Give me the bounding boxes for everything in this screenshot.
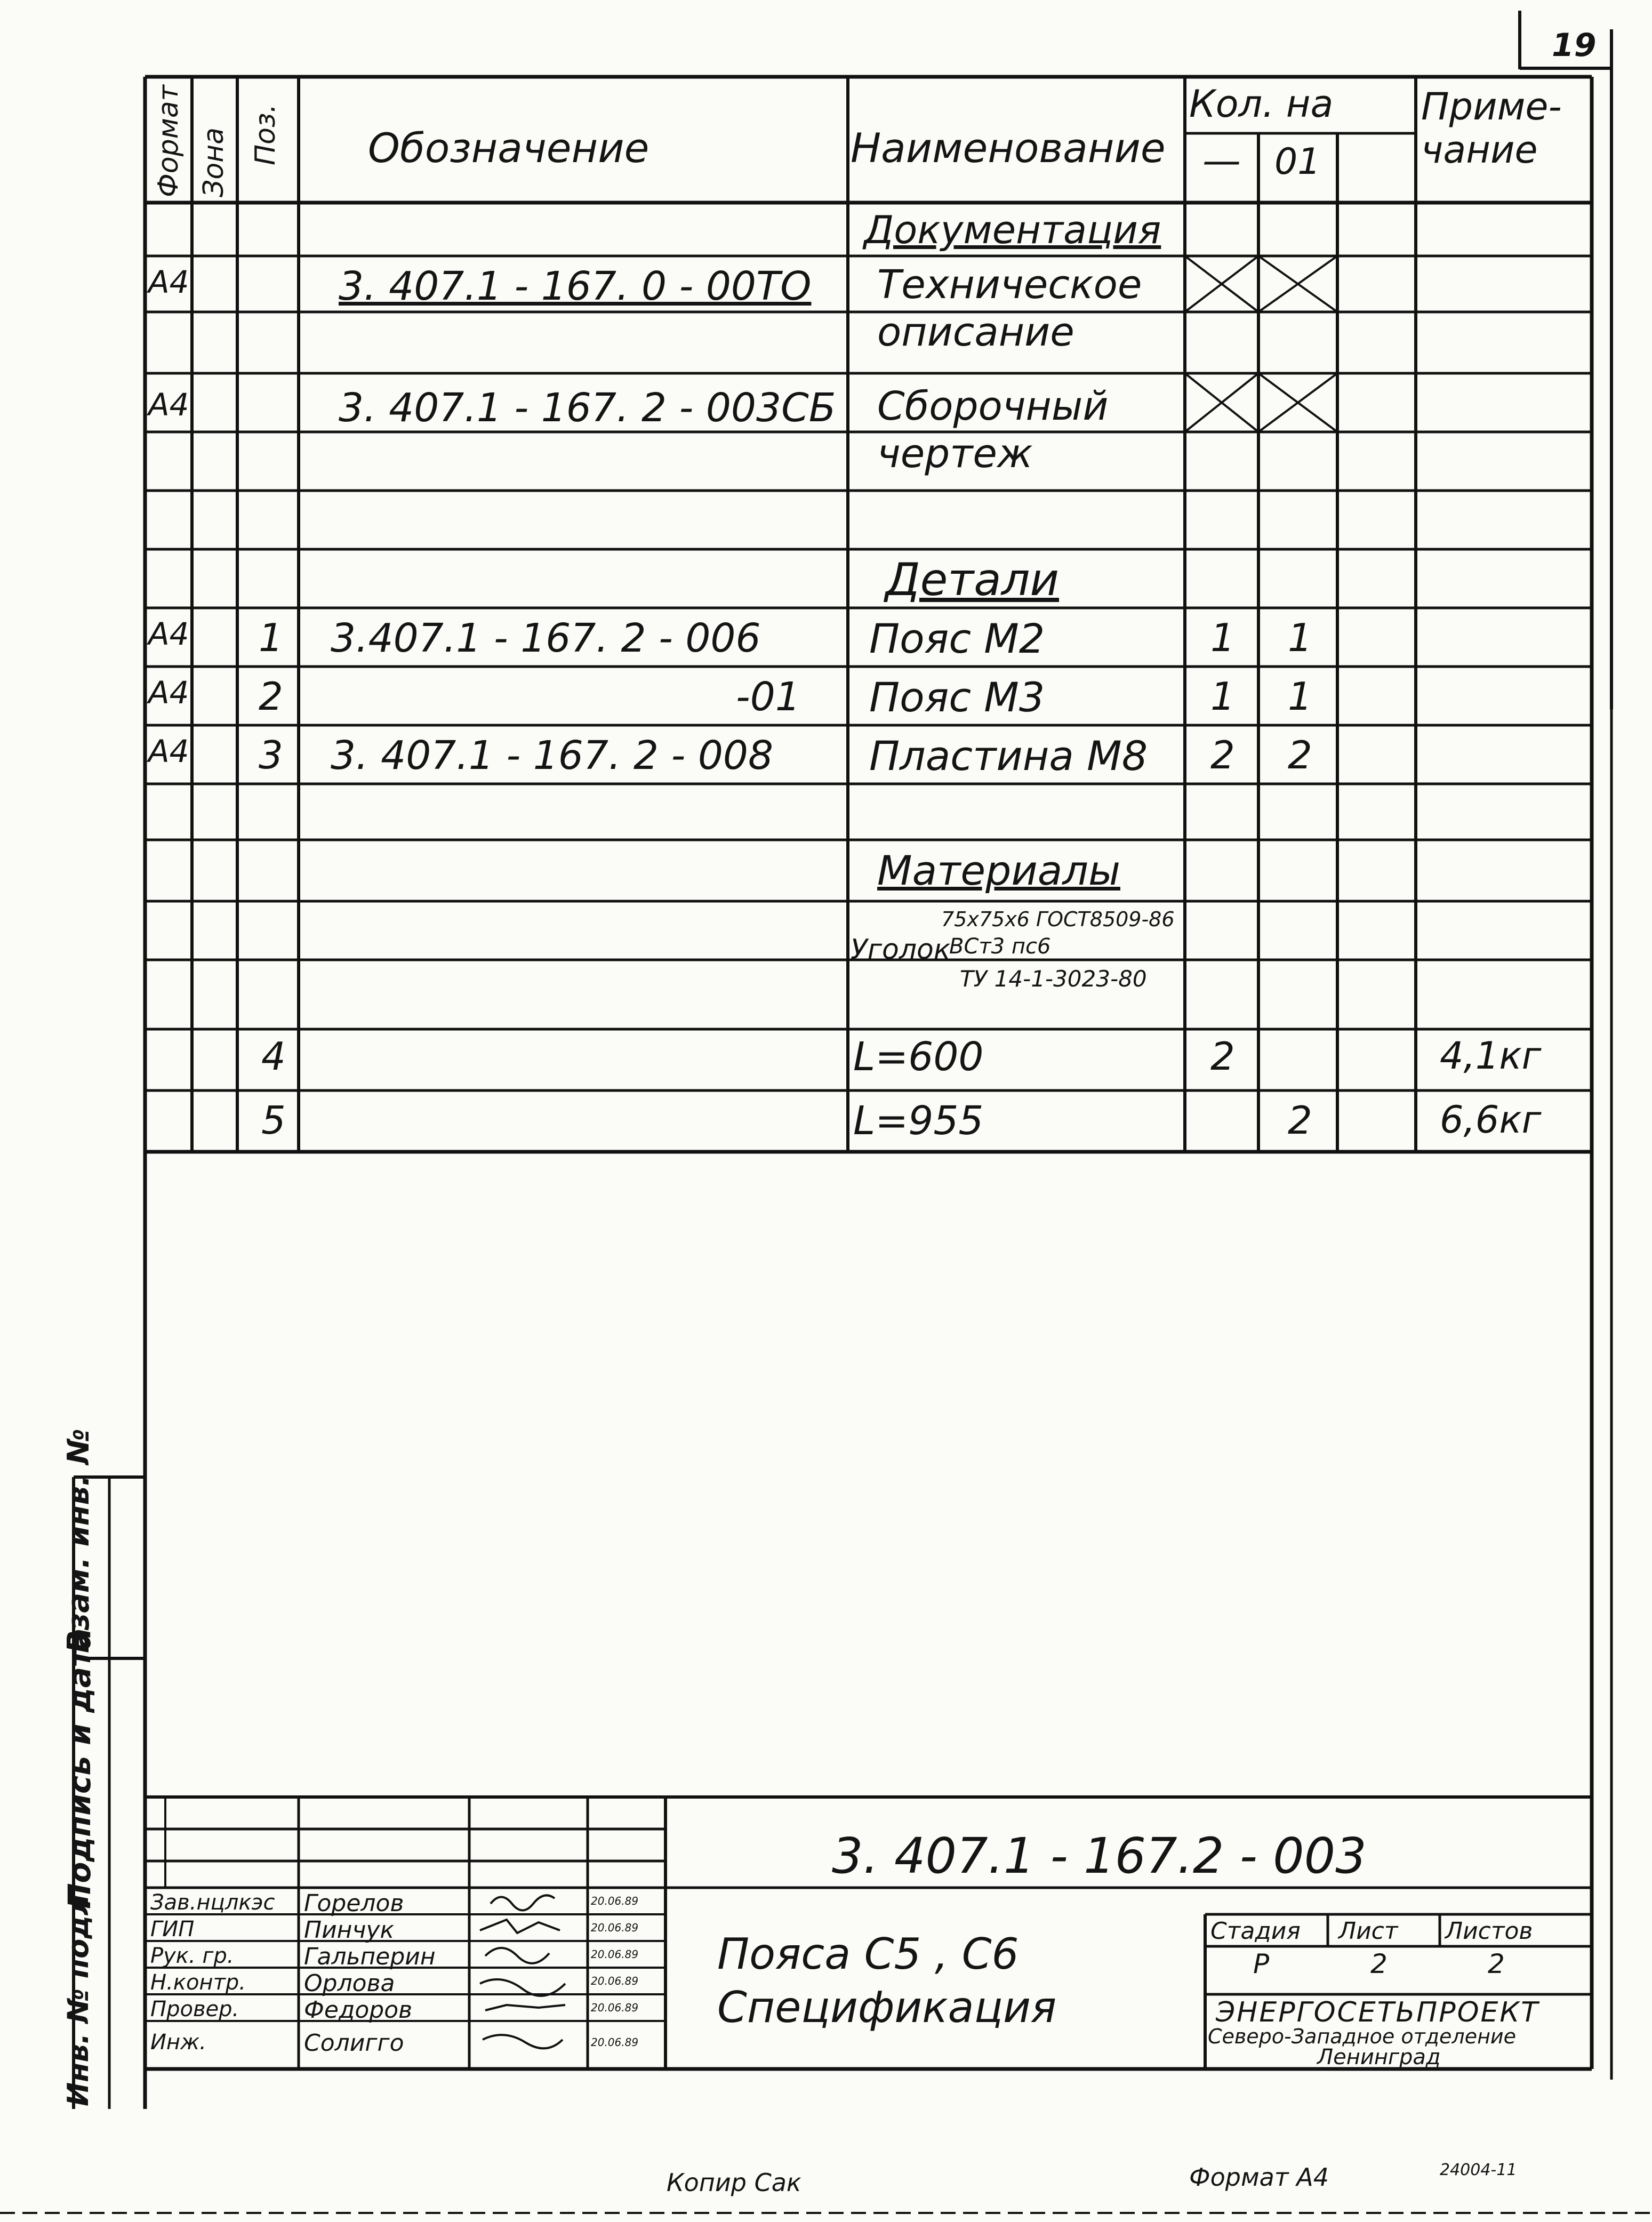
material-name: Уголок	[851, 934, 951, 966]
org-branch: Северо-Западное отделение	[1208, 2025, 1516, 2048]
title-line1: Пояса С5 , С6	[717, 1929, 1019, 1979]
row6-pos: 3	[259, 733, 283, 777]
footer-format: Формат А4	[1189, 2163, 1329, 2192]
section-details: Детали	[885, 554, 1059, 606]
row5-name: Пояс М3	[869, 673, 1045, 721]
material-profile: 75х75х6 ГОСТ8509-86	[941, 908, 1175, 931]
side-inv-no: Инв. № подл.	[61, 1883, 95, 2106]
person-date: 20.06.89	[591, 2036, 639, 2049]
row5-format: А4	[148, 675, 189, 711]
row6-designation: 3. 407.1 - 167. 2 - 008	[331, 733, 774, 779]
doc-code: 3. 407.1 - 167.2 - 003	[832, 1827, 1367, 1884]
row5-designation: -01	[736, 674, 800, 720]
person-role: Н.контр.	[150, 1970, 246, 1995]
stage-value: Р	[1253, 1948, 1270, 1979]
person-date: 20.06.89	[591, 1921, 639, 1934]
row4-format: А4	[148, 616, 189, 652]
row1-format: А4	[148, 264, 189, 300]
row10-qty2: 2	[1288, 1098, 1312, 1143]
person-name: Пинчук	[304, 1916, 395, 1944]
person-role: Зав.нцлкэс	[150, 1890, 275, 1915]
person-name: Горелов	[304, 1890, 404, 1917]
row4-pos: 1	[259, 615, 283, 660]
row5-pos: 2	[259, 674, 283, 719]
row6-format: А4	[148, 733, 189, 769]
person-role: ГИП	[150, 1917, 195, 1942]
row10-pos: 5	[261, 1098, 286, 1143]
header-qty-01: 01	[1274, 141, 1321, 183]
header-pos: Поз.	[250, 103, 282, 165]
row2-name: Сборочный чертеж	[877, 383, 1109, 477]
org-name: ЭНЕРГОСЕТЬПРОЕКТ	[1216, 1996, 1540, 2028]
person-date: 20.06.89	[591, 1948, 639, 1961]
title-line2: Спецификация	[717, 1983, 1057, 2032]
footer-number: 24004-11	[1440, 2161, 1517, 2179]
footer-copied: Копир Сак	[667, 2168, 801, 2197]
sheet-value: 2	[1370, 1948, 1388, 1979]
row2-format: А4	[148, 387, 189, 423]
person-role: Инж.	[150, 2030, 206, 2055]
row6-qty2: 2	[1288, 733, 1312, 777]
header-designation: Обозначение	[368, 124, 649, 172]
header-qty-on: Кол. на	[1189, 82, 1334, 126]
row1-designation: 3. 407.1 - 167. 0 - 00ТО	[339, 263, 812, 309]
sheet-label: Лист	[1338, 1918, 1398, 1945]
header-name: Наименование	[851, 124, 1166, 172]
row9-qty1: 2	[1210, 1034, 1235, 1079]
not-applicable-crosses	[1185, 256, 1337, 432]
section-materials: Материалы	[877, 847, 1120, 894]
row9-note: 4,1кг	[1440, 1034, 1542, 1078]
row4-qty2: 1	[1288, 615, 1312, 660]
signatures	[480, 1895, 565, 2048]
row5-qty1: 1	[1210, 674, 1235, 719]
row10-name: L=955	[853, 1098, 984, 1144]
material-spec: ТУ 14-1-3023-80	[960, 966, 1147, 992]
person-date: 20.06.89	[591, 1975, 639, 1987]
header-note: Приме- чание	[1421, 85, 1562, 172]
person-role: Провер.	[150, 1997, 239, 2022]
row4-name: Пояс М2	[869, 615, 1045, 662]
row6-name: Пластина М8	[869, 732, 1148, 780]
sheets-value: 2	[1488, 1948, 1505, 1979]
header-zone: Зона	[198, 127, 230, 197]
person-role: Рук. гр.	[150, 1944, 234, 1968]
row9-name: L=600	[853, 1034, 984, 1080]
sheet-number: 19	[1552, 27, 1597, 64]
person-name: Орлова	[304, 1970, 395, 1997]
row1-name: Техническое описание	[877, 262, 1142, 355]
header-qty-dash: —	[1202, 138, 1241, 183]
person-name: Солигго	[304, 2030, 404, 2057]
person-date: 20.06.89	[591, 1895, 639, 1907]
row9-pos: 4	[261, 1034, 286, 1079]
section-documentation: Документация	[864, 207, 1161, 252]
side-replaced-inv: Взам. инв. №	[61, 1428, 96, 1653]
row4-designation: 3.407.1 - 167. 2 - 006	[331, 615, 761, 661]
person-name: Федоров	[304, 1996, 413, 2024]
stage-label: Стадия	[1210, 1918, 1301, 1945]
row10-note: 6,6кг	[1440, 1098, 1542, 1142]
row4-qty1: 1	[1210, 615, 1235, 660]
row5-qty2: 1	[1288, 674, 1312, 719]
header-format: Формат	[153, 85, 185, 197]
row6-qty1: 2	[1210, 733, 1235, 777]
org-city: Ленинград	[1317, 2045, 1441, 2069]
person-name: Гальперин	[304, 1943, 436, 1970]
side-signature-date: Подпись и дата	[61, 1628, 98, 1909]
row2-designation: 3. 407.1 - 167. 2 - 003СБ	[339, 385, 836, 431]
sheets-label: Листов	[1445, 1918, 1533, 1945]
person-date: 20.06.89	[591, 2001, 639, 2014]
material-steel: ВСт3 пс6	[949, 934, 1051, 959]
